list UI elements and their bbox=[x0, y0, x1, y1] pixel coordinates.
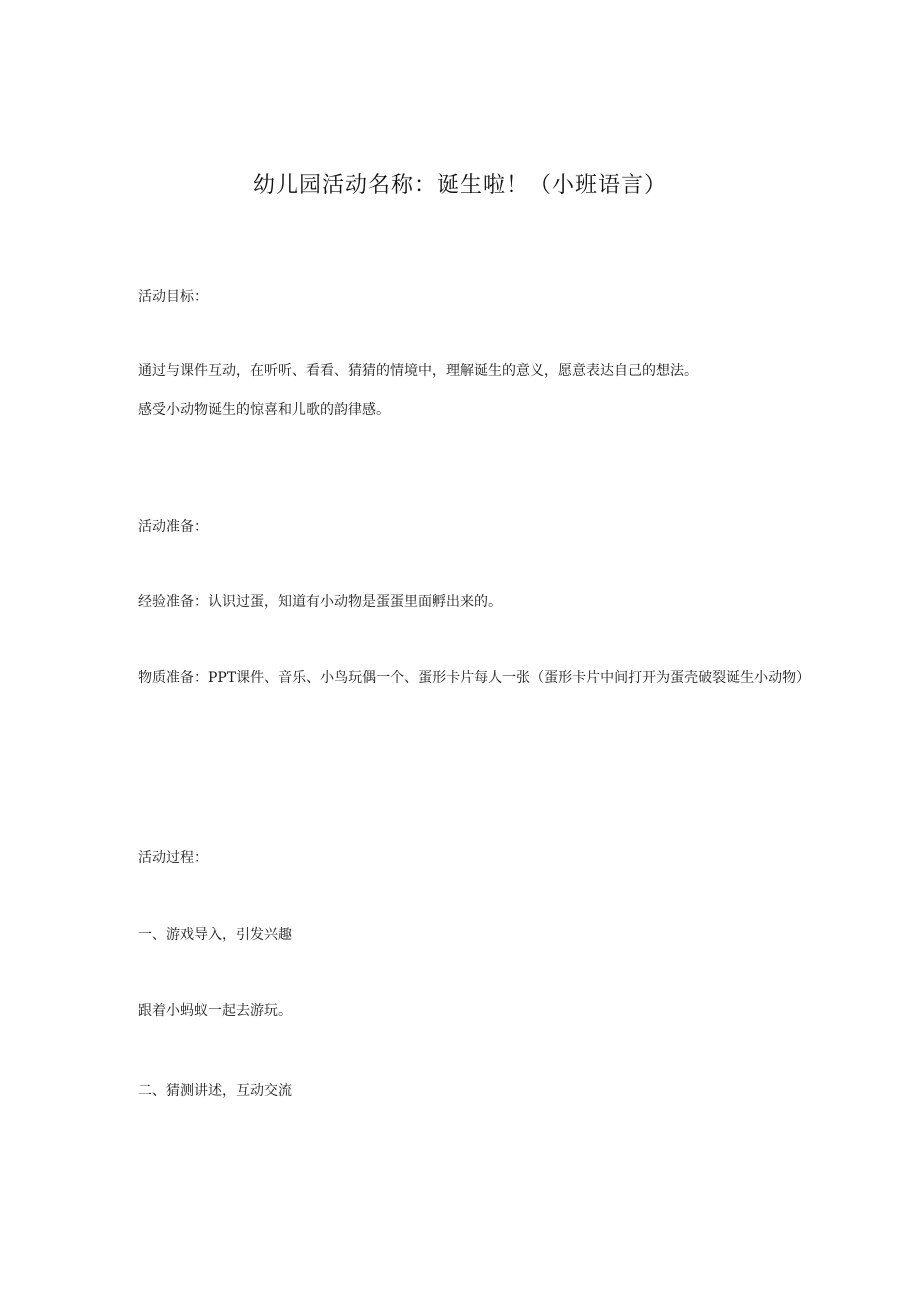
step-2-heading: 二、猜测讲述，互动交流 bbox=[138, 1083, 292, 1099]
prep-experience: 经验准备：认识过蛋，知道有小动物是蛋蛋里面孵出来的。 bbox=[138, 594, 502, 610]
goal-item-2: 感受小动物诞生的惊喜和儿歌的韵律感。 bbox=[138, 402, 390, 418]
process-heading: 活动过程： bbox=[138, 850, 208, 866]
goal-item-1: 通过与课件互动，在听听、看看、猜猜的情境中，理解诞生的意义，愿意表达自己的想法。 bbox=[138, 363, 698, 379]
document-title: 幼儿园活动名称：诞生啦！（小班语言） bbox=[252, 173, 667, 198]
prep-heading: 活动准备： bbox=[138, 519, 208, 535]
step-1-text: 跟着小蚂蚁一起去游玩。 bbox=[138, 1003, 292, 1019]
goals-heading: 活动目标： bbox=[138, 289, 208, 305]
step-1-heading: 一、游戏导入，引发兴趣 bbox=[138, 927, 292, 943]
prep-material: 物质准备：PPT课件、音乐、小鸟玩偶一个、蛋形卡片每人一张（蛋形卡片中间打开为蛋壳破裂诞生小动物） bbox=[138, 670, 811, 686]
